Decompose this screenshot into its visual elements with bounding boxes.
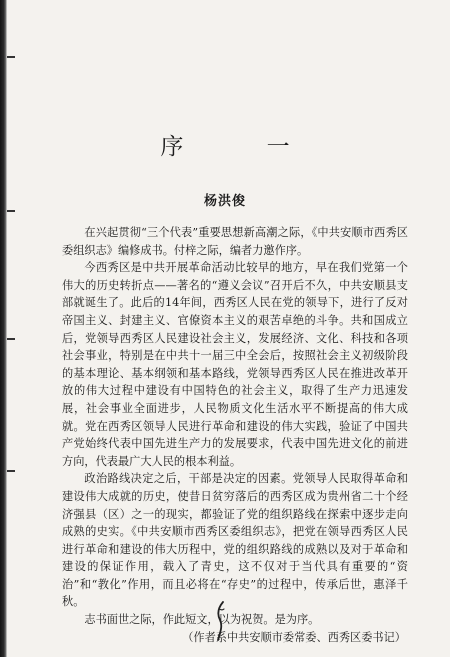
binding-edge (0, 0, 7, 657)
binding-mark (7, 56, 15, 58)
binding-mark (7, 210, 15, 212)
page-number-mark (212, 600, 230, 642)
page-title: 序 一 (160, 134, 328, 160)
binding-mark (7, 470, 15, 472)
author-name: 杨洪俊 (203, 194, 246, 209)
author-signature: （作者系中共安顺市委常委、西秀区委书记） (182, 630, 406, 644)
paragraph: 政治路线决定之后，干部是决定的因素。党领导人民取得革命和建设伟大成就的历史，使昔日贫穷落后的西秀区成为贵州省二十个经济强县（区）之一的现实，都验证了党的组织路线在探索中逐步走向成熟的史实。《中共安顺市西秀区委组织志》，把党在领导西秀区人民进行革命和建设的伟大历程中，党的组织路线的成熟以及对于革命和建设的保证作用，载入了青史，这不仅对于当代具有重要的“资治”和“教化”作用，而且必将在“存史”的过程中，传承后世，惠泽千秋。 (62, 472, 408, 609)
binding-mark (7, 338, 15, 340)
paragraph: 志书面世之际，作此短文，以为祝贺。是为序。 (84, 613, 320, 627)
body-text (62, 224, 408, 646)
paragraph: 今西秀区是中共开展革命活动比较早的地方，早在我们党第一个伟大的历史转折点——著名的“遵义会议”召开后不久，中共安顺县支部就诞生了。此后的14年间，西秀区人民在党的领导下，进行了反对帝国主义、封建主义、官僚资本主义的艰苦卓绝的斗争。共和国成立后，党领导西秀区人民建设社会主义，发展经济、文化、科技和各项社会事业，特别是在中共十一届三中全会后，按照社会主义初级阶段的基本理论、基本纲领和基本路线，党领导西秀区人民在推进改革开放的伟大过程中建设有中国特色的社会主义，取得了生产力迅速发展，社会事业全面进步，人民物质文化生活水平不断提高的伟大成就。党在西秀区领导人民进行革命和建设的伟大实践，验证了中国共产党始终代表中国先进生产力的发展要求，代表中国先进文化的前进方向，代表最广大人民的根本利益。 (62, 261, 408, 468)
paragraph: 在兴起贯彻“三个代表”重要思想新高潮之际，《中共安顺市西秀区委组织志》编修成书。付梓之际，编者力邀作序。 (62, 226, 408, 257)
